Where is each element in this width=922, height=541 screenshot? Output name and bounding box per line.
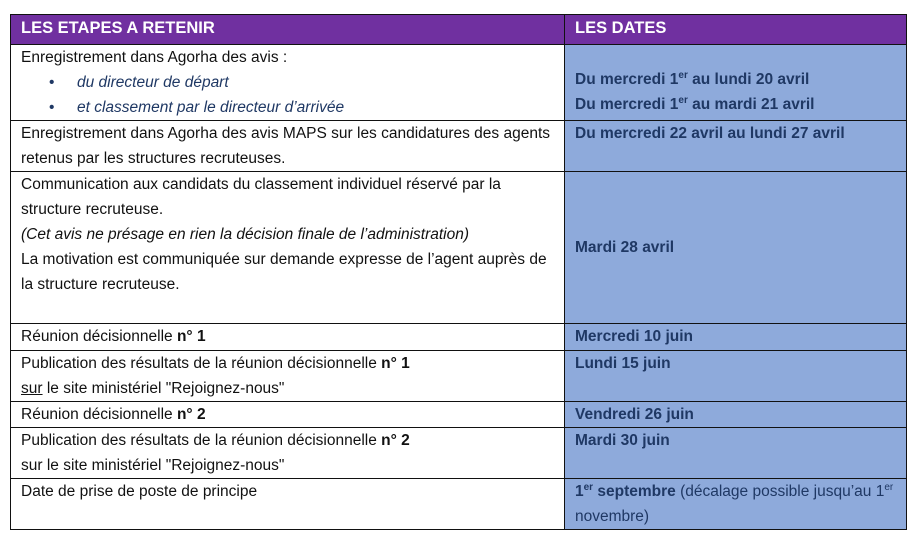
date-line bbox=[575, 92, 896, 117]
date-line bbox=[575, 67, 896, 92]
date-sup: er bbox=[583, 482, 594, 493]
header-dates: LES DATES bbox=[565, 15, 907, 45]
step-cell bbox=[11, 45, 565, 121]
date-sup: er bbox=[678, 70, 688, 81]
table-row bbox=[11, 324, 907, 351]
table-row bbox=[11, 479, 907, 530]
table-row bbox=[11, 172, 907, 324]
step-underlined-word: sur bbox=[21, 380, 43, 397]
step-cell bbox=[11, 428, 565, 479]
step-bullet: • du directeur de départ bbox=[21, 70, 554, 95]
date-note: (décalage possible jusqu’au 1 bbox=[675, 483, 885, 500]
table-header-row bbox=[11, 15, 907, 45]
date-text: 1 bbox=[575, 483, 584, 500]
header-steps: LES ETAPES A RETENIR bbox=[11, 15, 565, 45]
date-note: novembre) bbox=[575, 508, 650, 525]
date-cell: Mardi 30 juin bbox=[565, 428, 907, 479]
step-text: Enregistrement dans Agorha des avis : bbox=[21, 49, 288, 66]
table-row bbox=[11, 428, 907, 479]
step-cell bbox=[11, 351, 565, 402]
date-sup: er bbox=[678, 95, 688, 106]
date-sup: er bbox=[884, 482, 894, 493]
date-cell: Du mercredi 22 avril au lundi 27 avril bbox=[565, 121, 907, 172]
step-text: sur le site ministériel "Rejoignez-nous" bbox=[21, 457, 285, 474]
table-row bbox=[11, 121, 907, 172]
step-bullet: • et classement par le directeur d’arrivée bbox=[21, 95, 554, 120]
date-text: septembre bbox=[593, 483, 676, 500]
step-text: Publication des résultats de la réunion décisionnelle bbox=[21, 355, 382, 372]
step-cell: Enregistrement dans Agorha des avis MAPS sur les candidatures des agents retenus par les structures recruteuses. bbox=[11, 121, 565, 172]
step-text: La motivation est communiquée sur demande expresse de l’agent auprès de la structure recruteuse. bbox=[21, 251, 547, 293]
date-text: Du mercredi 1 bbox=[575, 71, 679, 88]
table-row bbox=[11, 351, 907, 402]
step-cell bbox=[11, 172, 565, 324]
step-text: Réunion décisionnelle bbox=[21, 328, 177, 345]
date-text: au lundi 20 avril bbox=[687, 71, 810, 88]
date-cell bbox=[565, 479, 907, 530]
step-number: n° 2 bbox=[176, 406, 206, 423]
step-text: Publication des résultats de la réunion décisionnelle bbox=[21, 432, 382, 449]
date-cell: Lundi 15 juin bbox=[565, 351, 907, 402]
date-cell: Vendredi 26 juin bbox=[565, 402, 907, 428]
table-row bbox=[11, 402, 907, 428]
step-number: n° 1 bbox=[381, 355, 410, 372]
schedule-table bbox=[10, 14, 907, 530]
step-note: (Cet avis ne présage en rien la décision finale de l’administration) bbox=[21, 226, 470, 243]
table-row bbox=[11, 45, 907, 121]
date-text: au mardi 21 avril bbox=[687, 96, 815, 113]
step-cell bbox=[11, 324, 565, 351]
step-number: n° 1 bbox=[176, 328, 206, 345]
date-cell: Mardi 28 avril bbox=[565, 172, 907, 324]
step-cell: Date de prise de poste de principe bbox=[11, 479, 565, 530]
step-text: le site ministériel "Rejoignez-nous" bbox=[42, 380, 285, 397]
step-number: n° 2 bbox=[381, 432, 410, 449]
step-bullet-list bbox=[21, 70, 554, 120]
date-text: Du mercredi 1 bbox=[575, 96, 679, 113]
date-cell bbox=[565, 45, 907, 121]
step-cell bbox=[11, 402, 565, 428]
date-cell: Mercredi 10 juin bbox=[565, 324, 907, 351]
step-text: Communication aux candidats du classement individuel réservé par la structure recruteuse. bbox=[21, 176, 501, 218]
step-text: Réunion décisionnelle bbox=[21, 406, 177, 423]
